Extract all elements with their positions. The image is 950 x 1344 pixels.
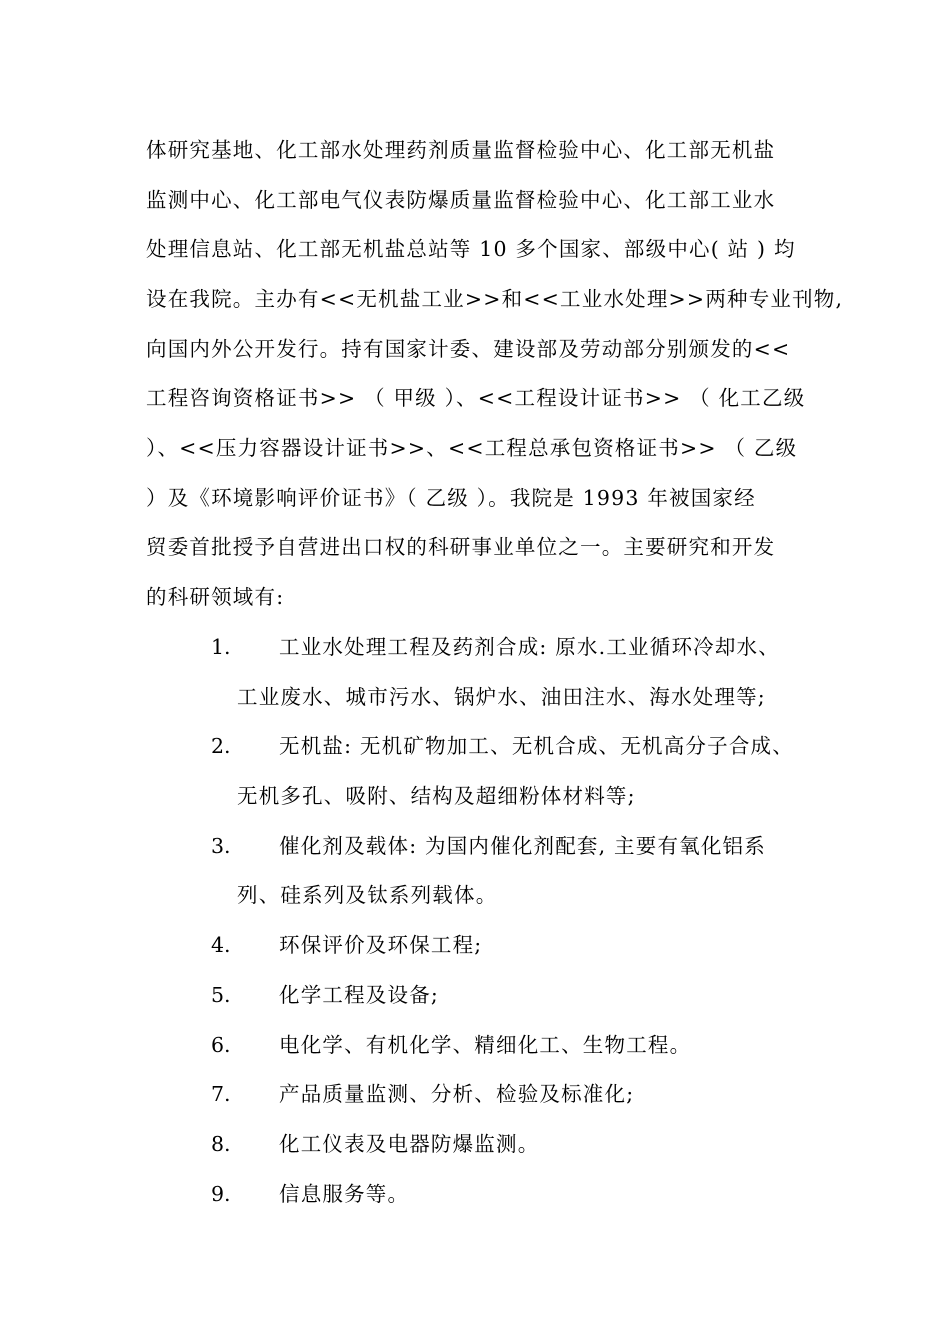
paragraph-line: 设在我院。主办有<<无机盐工业>>和<<工业水处理>>两种专业刊物, — [146, 287, 844, 311]
list-item-number: 6. — [211, 1033, 231, 1057]
list-item-number: 7. — [211, 1082, 231, 1106]
paragraph-line: 处理信息站、化工部无机盐总站等 10 多个国家、部级中心( 站 ) 均 — [146, 237, 796, 261]
list-item-number: 4. — [211, 933, 231, 957]
paragraph-line: 向国内外公开发行。持有国家计委、建设部及劳动部分别颁发的<< — [146, 337, 791, 361]
list-item-text: 产品质量监测、分析、检验及标准化; — [279, 1082, 635, 1106]
list-item-text: 工业水处理工程及药剂合成: 原水.工业循环冷却水、 — [279, 635, 780, 659]
list-item-number: 8. — [211, 1132, 231, 1156]
list-item-continuation: 列、硅系列及钛系列载体。 — [237, 883, 498, 907]
paragraph-line: 监测中心、化工部电气仪表防爆质量监督检验中心、化工部工业水 — [146, 188, 776, 212]
list-item-text: 化工仪表及电器防爆监测。 — [279, 1132, 540, 1156]
list-item-text: 环保评价及环保工程; — [279, 933, 483, 957]
list-item-text: 无机盐: 无机矿物加工、无机合成、无机高分子合成、 — [279, 734, 794, 758]
list-item-text: 信息服务等。 — [279, 1182, 410, 1206]
list-item-continuation: 无机多孔、吸附、结构及超细粉体材料等; — [237, 784, 636, 808]
paragraph-line: 体研究基地、化工部水处理药剂质量监督检验中心、化工部无机盐 — [146, 138, 776, 162]
list-item-number: 5. — [211, 983, 231, 1007]
list-item-number: 9. — [211, 1182, 231, 1206]
list-item-text: 催化剂及载体: 为国内催化剂配套, 主要有氧化铝系 — [279, 834, 766, 858]
paragraph-line: ）及《环境影响评价证书》（ 乙级 ）。我院是 1993 年被国家经 — [146, 486, 756, 510]
list-item-number: 1. — [211, 635, 231, 659]
list-item-continuation: 工业废水、城市污水、锅炉水、油田注水、海水处理等; — [237, 685, 766, 709]
list-item-text: 电化学、有机化学、精细化工、生物工程。 — [279, 1033, 692, 1057]
list-item-number: 2. — [211, 734, 231, 758]
list-item-number: 3. — [211, 834, 231, 858]
paragraph-line: 贸委首批授予自营进出口权的科研事业单位之一。主要研究和开发 — [146, 535, 776, 559]
paragraph-line: 的科研领域有: — [146, 585, 285, 609]
paragraph-line: ）、<<压力容器设计证书>>、<<工程总承包资格证书>> （ 乙级 — [146, 436, 798, 460]
paragraph-line: 工程咨询资格证书>> （ 甲级 ）、<<工程设计证书>> （ 化工乙级 — [146, 386, 806, 410]
list-item-text: 化学工程及设备; — [279, 983, 440, 1007]
